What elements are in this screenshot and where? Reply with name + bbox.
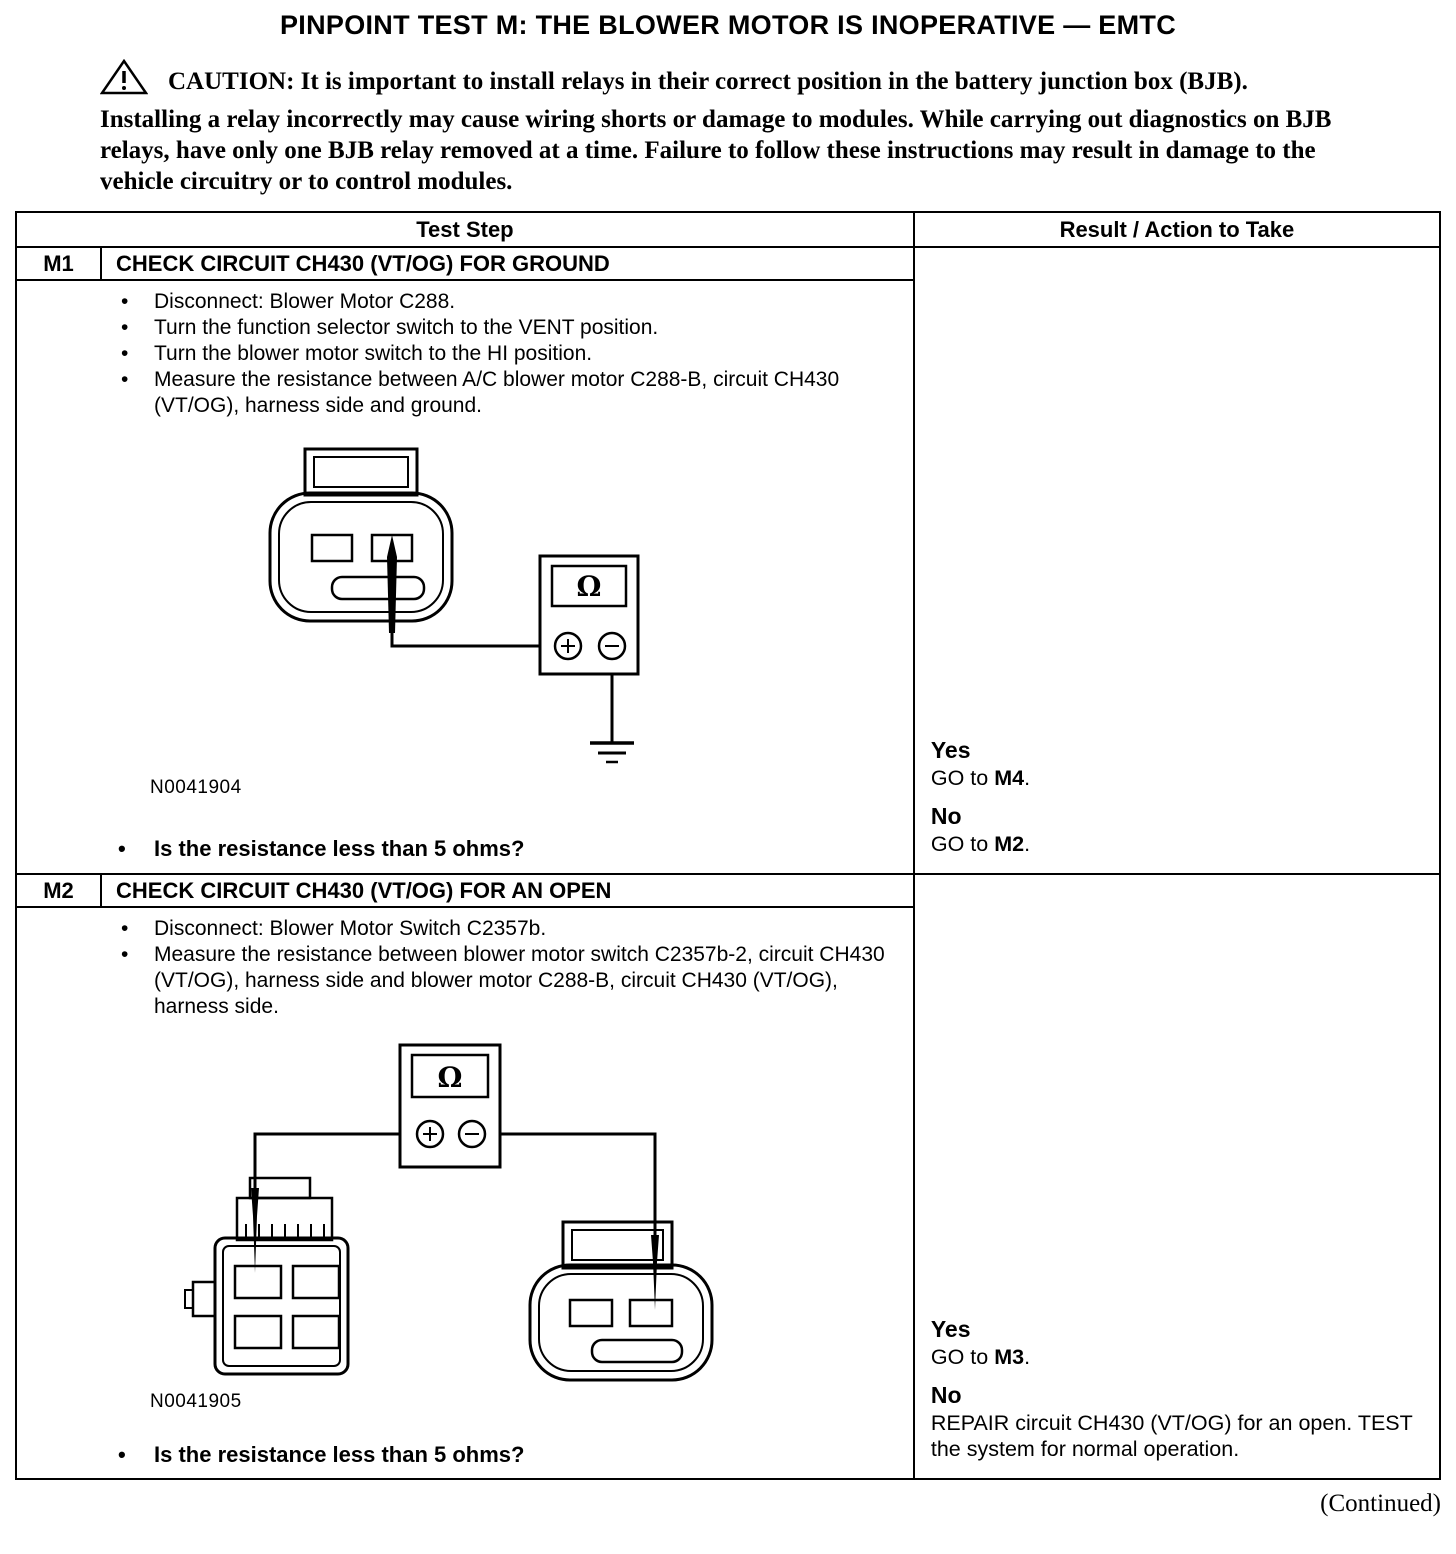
step-title-m1: CHECK CIRCUIT CH430 (VT/OG) FOR GROUND xyxy=(116,250,610,276)
question-text: • Is the resistance less than 5 ohms? xyxy=(154,1442,525,1467)
result-cell-m1 xyxy=(913,248,1439,873)
warning-triangle-icon xyxy=(100,59,148,104)
no-label: No xyxy=(930,803,962,829)
yes-action-prefix: GO to xyxy=(930,766,995,790)
wire-line xyxy=(255,1134,417,1190)
page-title: PINPOINT TEST M: THE BLOWER MOTOR IS INOPERATIVE — EMTC xyxy=(279,10,1177,40)
column-header-result: Result / Action to Take xyxy=(913,213,1439,246)
bullet-text: • Disconnect: Blower Motor C288. xyxy=(154,290,456,313)
figure-label-m2: N0041905 xyxy=(150,1391,242,1412)
step-id-m2: M2 xyxy=(17,875,102,906)
step-header-m2 xyxy=(17,875,913,908)
no-action-prefix: GO to xyxy=(930,832,995,856)
pinpoint-test-table xyxy=(15,211,1441,1480)
wire-line xyxy=(392,631,555,646)
bullet-text: • Turn the function selector switch to the VENT position. xyxy=(154,316,659,339)
yes-action-suffix: . xyxy=(1024,766,1031,790)
bullet-text: • Turn the blower motor switch to the HI position. xyxy=(154,342,593,365)
yes-action-target: M4 xyxy=(994,766,1025,790)
yes-label: Yes xyxy=(930,737,971,763)
blower-motor-switch-connector-icon xyxy=(185,1178,348,1374)
no-action-suffix: . xyxy=(1024,832,1031,856)
bullet-item xyxy=(121,289,903,315)
question-text: • Is the resistance less than 5 ohms? xyxy=(154,836,525,861)
bullet-item xyxy=(121,916,903,942)
step-body-m2 xyxy=(17,908,913,1478)
no-action xyxy=(931,831,1427,857)
test-step-cell-m1 xyxy=(17,248,913,873)
continued-note: (Continued) xyxy=(1320,1490,1441,1517)
wiring-diagram-m1 xyxy=(17,443,903,799)
column-header-test-step: Test Step xyxy=(416,216,514,242)
bullet-text: • Disconnect: Blower Motor Switch C2357b. xyxy=(154,917,547,940)
step-title-m2: CHECK CIRCUIT CH430 (VT/OG) FOR AN OPEN xyxy=(116,877,612,903)
blower-motor-connector-icon xyxy=(530,1222,712,1380)
yes-action xyxy=(931,765,1427,791)
step-row-m2 xyxy=(17,873,1439,1478)
yes-action-suffix: . xyxy=(1024,1345,1031,1369)
no-action-prefix: REPAIR circuit CH430 (VT/OG) for an open. TEST the system for normal operation. xyxy=(930,1411,1413,1461)
ohm-symbol: Ω xyxy=(576,570,602,603)
yes-label: Yes xyxy=(930,1316,971,1342)
bullet-item xyxy=(121,315,903,341)
figure-label-m1: N0041904 xyxy=(150,777,242,798)
table-header-row xyxy=(17,213,1439,248)
wiring-diagram-m2 xyxy=(17,1040,903,1413)
bullet-text: • Measure the resistance between blower motor switch C2357b-2, circuit CH430 (VT/OG), harness side and blower motor C288-B, circuit CH430 (VT/OG), harness side. xyxy=(154,943,885,1018)
question-m2 xyxy=(17,1441,903,1468)
step-header-m1 xyxy=(17,248,913,281)
result-cell-m2 xyxy=(913,875,1439,1478)
step-row-m1 xyxy=(17,248,1439,873)
blower-motor-connector-icon xyxy=(270,449,452,621)
bullet-list-m1 xyxy=(17,289,903,419)
step-body-m1 xyxy=(17,281,913,873)
no-action xyxy=(931,1410,1427,1462)
no-label: No xyxy=(930,1382,962,1408)
question-m1 xyxy=(17,835,903,862)
test-step-cell-m2 xyxy=(17,875,913,1478)
caution-text: CAUTION: It is important to install relays in their correct position in the battery junction box (BJB). Installing a relay incorrectly may cause wiring shorts or damage to modules. While carrying out diagnostics on BJB relays, have only one BJB relay removed at a time. Failure to follow these instructions may result in damage to the vehicle circuitry or to control modules. xyxy=(100,68,1332,195)
bullet-item xyxy=(121,341,903,367)
yes-action xyxy=(931,1344,1427,1370)
bullet-text: • Measure the resistance between A/C blower motor C288-B, circuit CH430 (VT/OG), harness side and ground. xyxy=(154,368,840,417)
test-probe-icon xyxy=(387,535,397,633)
caution-note xyxy=(100,59,1338,197)
test-probe-icon xyxy=(251,1188,259,1273)
step-id-m1: M1 xyxy=(17,248,102,279)
m1-diagram-svg xyxy=(250,443,670,775)
bullet-item xyxy=(121,367,903,419)
bullet-list-m2 xyxy=(17,916,903,1020)
m2-diagram-svg xyxy=(180,1040,720,1385)
bullet-item xyxy=(121,942,903,1020)
ohm-symbol: Ω xyxy=(437,1061,463,1094)
no-action-target: M2 xyxy=(994,832,1025,856)
yes-action-prefix: GO to xyxy=(930,1345,995,1369)
yes-action-target: M3 xyxy=(994,1345,1025,1369)
